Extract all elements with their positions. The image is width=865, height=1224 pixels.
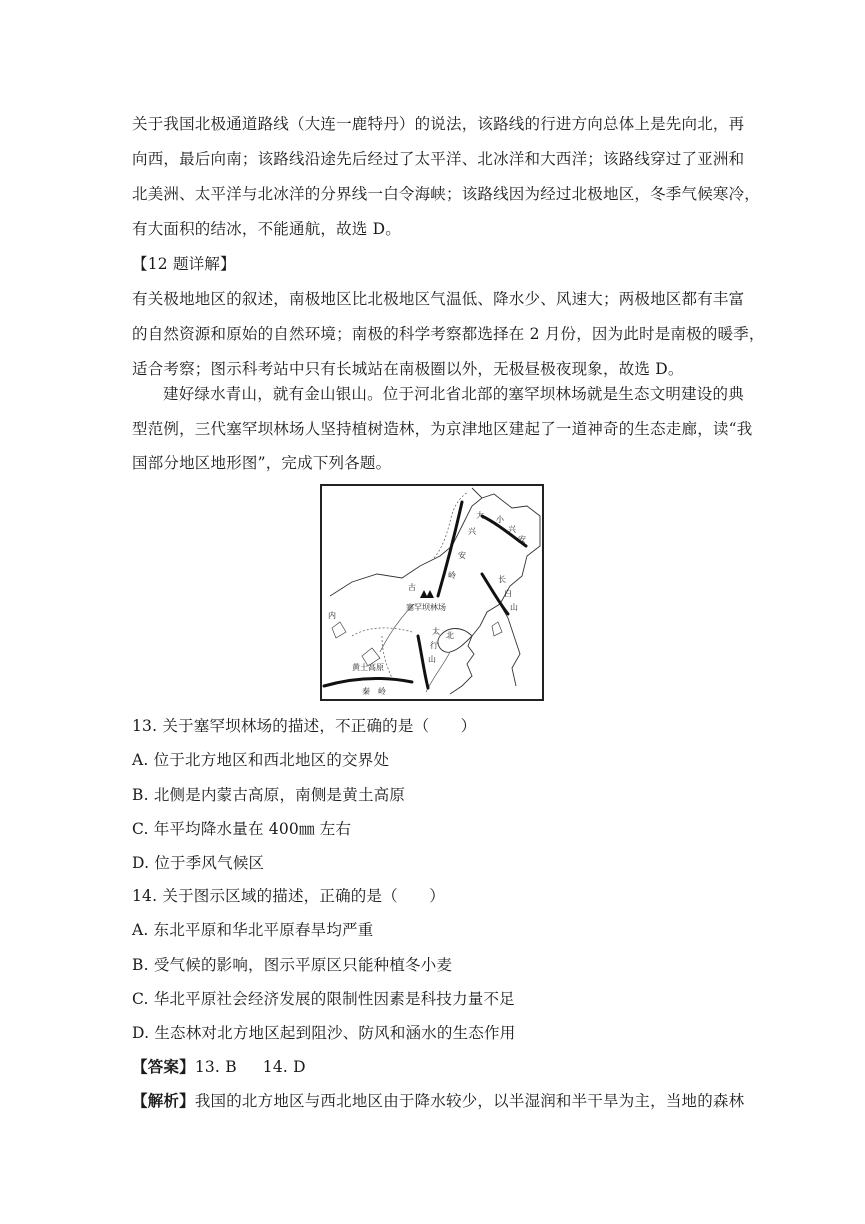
intro-line: 国部分地区地形图”，完成下列各题。 (132, 454, 392, 472)
province-boundary-2 (382, 636, 394, 682)
terrain-map (320, 484, 544, 701)
paragraph-line: 北美洲、太平洋与北冰洋的分界线一白令海峡；该路线因为经过北极地区，冬季气候寒冷， (132, 185, 761, 203)
q13-option-d: D. 位于季风气候区 (132, 854, 265, 872)
map-label: 山 (510, 603, 518, 612)
map-label: 兴 (508, 525, 516, 534)
map-label: 安 (518, 535, 526, 544)
answer-13: 13. B (194, 1058, 237, 1076)
answer-tag: 【答案】 (132, 1057, 195, 1076)
map-label: 塞罕坝林场 (406, 603, 446, 612)
terrain-patch (492, 622, 502, 636)
analysis-line (132, 1091, 745, 1111)
map-label: 岭 (378, 687, 386, 696)
map-label: 岭 (448, 571, 456, 580)
korea-coast (500, 604, 520, 686)
q14-option-c: C. 华北平原社会经济发展的限制性因素是科技力量不足 (132, 990, 515, 1008)
paragraph-line: 有大面积的结冰，不能通航，故选 D。 (132, 220, 401, 238)
mountain-range-da-xingan (438, 502, 462, 596)
answer-line (132, 1057, 742, 1077)
map-label: 白 (504, 589, 512, 598)
q14-option-d: D. 生态林对北方地区起到阻沙、防风和涵水的生态作用 (132, 1024, 516, 1042)
q13-option-c: C. 年平均降水量在 400㎜ 左右 (132, 820, 352, 838)
analysis-tag: 【解析】 (132, 1091, 195, 1110)
q12-header: 【12 题详解】 (132, 255, 236, 273)
intro-line: 型范例，三代塞罕坝林场人坚持植树造林，为京津地区建起了一道神奇的生态走廊，读“我 (132, 420, 753, 438)
q13-stem: 13. 关于塞罕坝林场的描述，不正确的是（ ） (132, 717, 477, 735)
map-label: 兴 (468, 527, 476, 536)
map-label: 秦 (362, 687, 370, 696)
terrain-patch (332, 622, 346, 638)
answer-14: 14. D (262, 1058, 306, 1076)
paragraph-line: 的自然资源和原始的自然环境；南极的科学考察都选择在 2 月份，因为此时是南极的暖季， (132, 325, 765, 343)
paragraph-line: 有关极地地区的叙述，南极地区比北极地区气温低、降水少、风速大；两极地区都有丰富 (132, 290, 745, 308)
map-label: 太 (432, 627, 440, 636)
bohai-sea (438, 629, 472, 653)
map-label: 古 (408, 583, 416, 592)
map-label: 山 (428, 655, 436, 664)
map-label: 小 (496, 515, 504, 524)
q14-option-a: A. 东北平原和华北平原春旱均严重 (132, 921, 374, 939)
q13-option-a: A. 位于北方地区和西北地区的交界处 (132, 751, 390, 769)
map-label: 行 (430, 641, 438, 650)
forest-marker-icon (426, 590, 434, 598)
map-label: 安 (458, 551, 466, 560)
paragraph-line: 适合考察；图示科考站中只有长城站在南极圈以外，无极昼极夜现象，故选 D。 (132, 360, 684, 378)
terrain-map-figure (322, 486, 542, 699)
coastline-east (450, 636, 474, 694)
map-label: 黄土高原 (352, 663, 384, 672)
paragraph-line: 向西，最后向南；该路线沿途先后经过了太平洋、北冰洋和大西洋；该路线穿过了亚洲和 (132, 150, 745, 168)
map-label: 北 (446, 631, 454, 640)
map-label: 大 (476, 511, 484, 520)
intro-line: 建好绿水青山，就有金山银山。位于河北省北部的塞罕坝林场就是生态文明建设的典 (163, 385, 744, 403)
province-boundary (352, 628, 412, 636)
mountain-range-taihang (418, 636, 428, 688)
q14-stem: 14. 关于图示区域的描述，正确的是（ ） (132, 887, 445, 905)
analysis-text: 我国的北方地区与西北地区由于降水较少，以半湿润和半干旱为主，当地的森林 (194, 1092, 745, 1110)
map-label: 长 (498, 575, 506, 584)
q14-option-b: B. 受气候的影响，图示平原区只能种植冬小麦 (132, 956, 453, 974)
mountain-range-qinling (324, 679, 412, 686)
paragraph-line: 关于我国北极通道路线（大连一鹿特丹）的说法，该路线的行进方向总体上是先向北，再 (132, 115, 745, 133)
q13-option-b: B. 北侧是内蒙古高原，南侧是黄土高原 (132, 786, 406, 804)
map-label: 内 (328, 611, 336, 620)
